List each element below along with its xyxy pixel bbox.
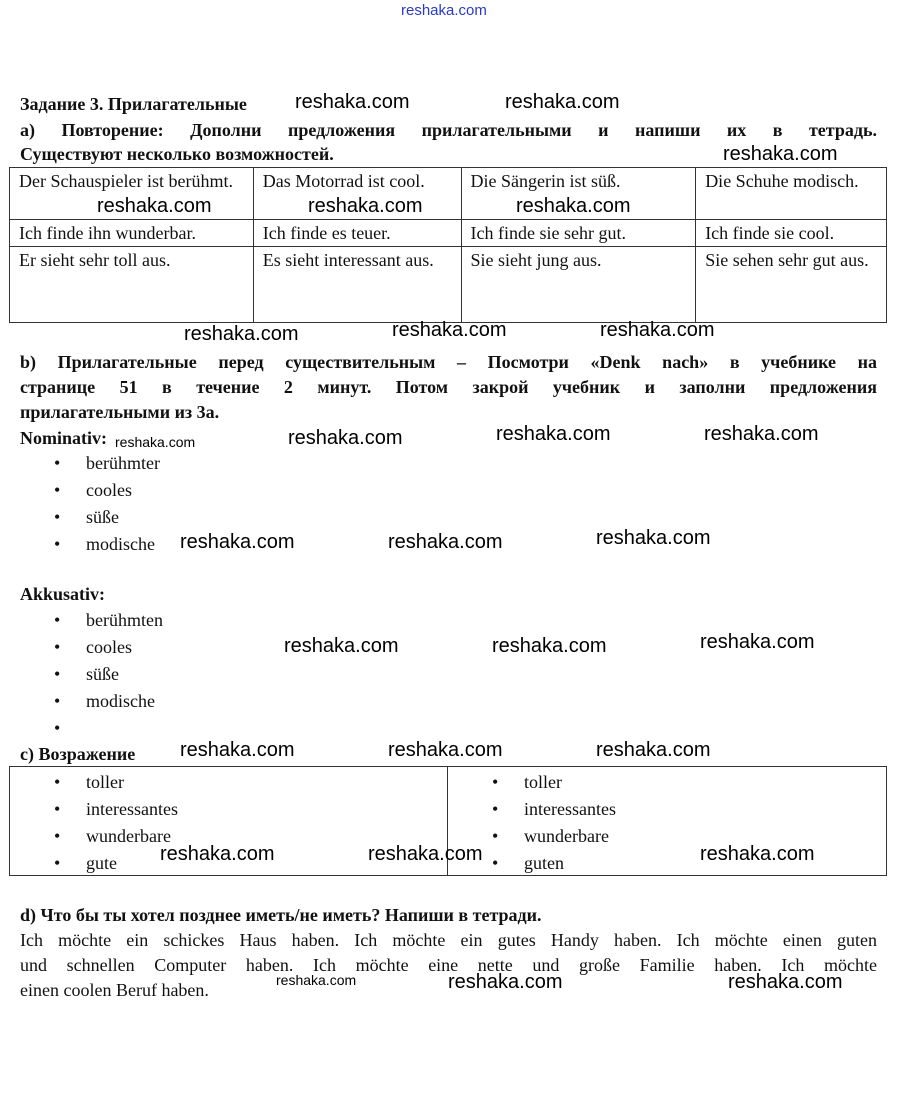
bullet-icon: • (54, 534, 61, 554)
list-item (20, 850, 178, 877)
list-item-text: guten (524, 853, 564, 873)
table-cell: Das Motorrad ist cool. (253, 168, 461, 220)
list-item (20, 607, 163, 634)
list-item (20, 715, 163, 742)
bullet-icon: • (54, 637, 61, 657)
watermark-link[interactable]: reshaka.com (180, 531, 295, 553)
bullet-icon: • (492, 772, 499, 792)
table-row (10, 220, 887, 247)
bullet-icon: • (54, 507, 61, 527)
bullet-icon: • (54, 691, 61, 711)
watermark-link[interactable]: reshaka.com (180, 739, 295, 761)
watermark-link[interactable]: reshaka.com (496, 423, 611, 445)
akkusativ-label: Akkusativ: (20, 584, 106, 604)
list-item-text: interessantes (524, 799, 616, 819)
watermark-link[interactable]: reshaka.com (308, 195, 423, 217)
watermark-link[interactable]: reshaka.com (492, 635, 607, 657)
table-cell: Die Sängerin ist süß. (461, 168, 696, 220)
akkusativ-list (20, 607, 163, 742)
bullet-icon: • (54, 480, 61, 500)
watermark-link[interactable]: reshaka.com (700, 843, 815, 865)
list-item-text: berühmter (86, 453, 160, 473)
table-cell: Sie sehen sehr gut aus. (696, 247, 887, 323)
table-cell: Die Schuhe modisch. (696, 168, 887, 220)
list-item-text: modische (86, 691, 155, 711)
watermark-link[interactable]: reshaka.com (388, 531, 503, 553)
list-item-text: modische (86, 534, 155, 554)
list-item (20, 823, 178, 850)
list-item (20, 661, 163, 688)
part-d-line2: und schnellen Computer haben. Ich möchte eine nette und große Familie haben. Ich möchte (20, 955, 877, 975)
table-cell: Es sieht interessant aus. (253, 247, 461, 323)
bullet-icon: • (54, 799, 61, 819)
part-a-heading-line2: Существуют несколько возможностей. (20, 144, 334, 164)
part-b-heading-line3: прилагательными из 3a. (20, 402, 220, 422)
bullet-icon: • (492, 853, 499, 873)
table-row (10, 247, 887, 323)
watermark-link[interactable]: reshaka.com (295, 91, 410, 113)
list-item-text: interessantes (86, 799, 178, 819)
list-item-text: gute (86, 853, 117, 873)
list-item (20, 531, 160, 558)
watermark-link[interactable]: reshaka.com (184, 323, 299, 345)
list-item-text: wunderbare (524, 826, 609, 846)
list-item (20, 769, 178, 796)
watermark-link[interactable]: reshaka.com (505, 91, 620, 113)
list-item-text: cooles (86, 637, 132, 657)
list-item (20, 477, 160, 504)
watermark-link[interactable]: reshaka.com (723, 143, 838, 165)
nominativ-list (20, 450, 160, 558)
watermark-link[interactable]: reshaka.com (728, 971, 843, 993)
list-item (20, 634, 163, 661)
watermark-link[interactable]: reshaka.com (704, 423, 819, 445)
watermark-link[interactable]: reshaka.com (160, 843, 275, 865)
bullet-icon: • (54, 453, 61, 473)
table-cell: Sie sieht jung aus. (461, 247, 696, 323)
watermark-link[interactable]: reshaka.com (115, 434, 196, 450)
table-cell: Der Schauspieler ist berühmt. (10, 168, 254, 220)
site-header-link[interactable]: reshaka.com (401, 2, 487, 19)
watermark-link[interactable]: reshaka.com (368, 843, 483, 865)
part-a-table (9, 167, 887, 323)
bullet-icon: • (54, 772, 61, 792)
list-item (20, 796, 178, 823)
nominativ-label: Nominativ: (20, 428, 107, 448)
part-b-heading-line1: b) Прилагательные перед существительным – Посмотри «Denk nach» в учебнике на (20, 352, 877, 372)
watermark-link[interactable]: reshaka.com (516, 195, 631, 217)
bullet-icon: • (54, 664, 61, 684)
watermark-link[interactable]: reshaka.com (284, 635, 399, 657)
table-cell: Ich finde sie cool. (696, 220, 887, 247)
list-item (20, 450, 160, 477)
part-d-heading: d) Что бы ты хотел позднее иметь/не иметь? Напиши в тетради. (20, 905, 542, 925)
watermark-link[interactable]: reshaka.com (596, 527, 711, 549)
list-item (458, 796, 616, 823)
table-cell: Ich finde ihn wunderbar. (10, 220, 254, 247)
list-item-text: cooles (86, 480, 132, 500)
watermark-link[interactable]: reshaka.com (600, 319, 715, 341)
watermark-link[interactable]: reshaka.com (700, 631, 815, 653)
bullet-icon: • (54, 826, 61, 846)
watermark-link[interactable]: reshaka.com (392, 319, 507, 341)
part-c-left-list (20, 769, 178, 877)
watermark-link[interactable]: reshaka.com (596, 739, 711, 761)
part-a-heading-line1: а) Повторение: Дополни предложения прилагательными и напиши их в тетрадь. (20, 120, 877, 140)
list-item-text: süße (86, 507, 119, 527)
watermark-link[interactable]: reshaka.com (276, 972, 357, 988)
bullet-icon: • (492, 799, 499, 819)
list-item (20, 504, 160, 531)
watermark-link[interactable]: reshaka.com (388, 739, 503, 761)
part-c-heading: c) Возражение (20, 744, 136, 764)
list-item-text: berühmten (86, 610, 163, 630)
list-item (458, 769, 616, 796)
bullet-icon: • (54, 610, 61, 630)
watermark-link[interactable]: reshaka.com (448, 971, 563, 993)
bullet-icon: • (54, 853, 61, 873)
part-d-line1: Ich möchte ein schickes Haus haben. Ich möchte ein gutes Handy haben. Ich möchte einen guten (20, 930, 877, 950)
list-item-text: wunderbare (86, 826, 171, 846)
list-item-text: süße (86, 664, 119, 684)
table-cell: Ich finde es teuer. (253, 220, 461, 247)
list-item-text: toller (524, 772, 562, 792)
table-cell: Er sieht sehr toll aus. (10, 247, 254, 323)
table-cell: Ich finde sie sehr gut. (461, 220, 696, 247)
part-d-line3: einen coolen Beruf haben. (20, 980, 209, 1000)
task-title: Задание 3. Прилагательные (20, 94, 247, 114)
bullet-icon: • (492, 826, 499, 846)
bullet-icon: • (54, 718, 61, 738)
part-b-heading-line2: странице 51 в течение 2 минут. Потом закрой учебник и заполни предложения (20, 377, 877, 397)
list-item (20, 688, 163, 715)
list-item-text: toller (86, 772, 124, 792)
watermark-link[interactable]: reshaka.com (97, 195, 212, 217)
watermark-link[interactable]: reshaka.com (288, 427, 403, 449)
